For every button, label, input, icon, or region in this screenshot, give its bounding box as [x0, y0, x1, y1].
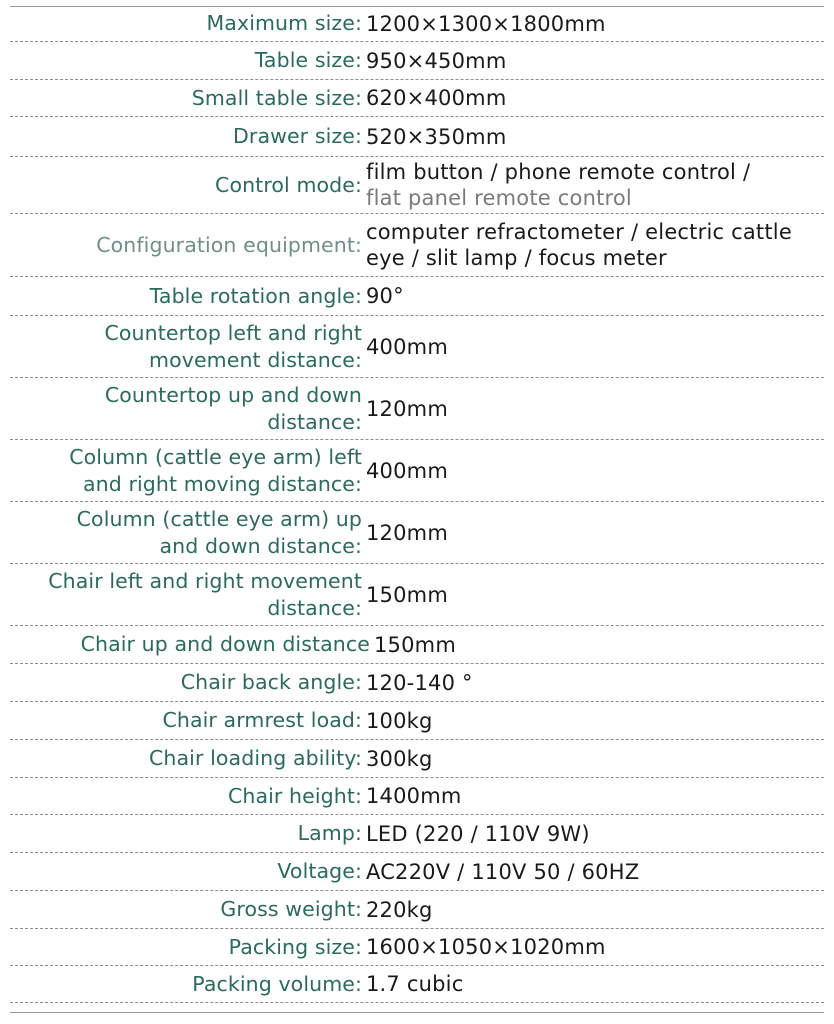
- spec-label-line: Column (cattle eye arm) left: [69, 444, 362, 469]
- spec-label: Maximum size:: [206, 11, 362, 35]
- spec-row-column-left-right: [10, 440, 824, 502]
- spec-row-chair-armrest-load: [10, 702, 824, 740]
- spec-label: Control mode:: [215, 172, 362, 197]
- spec-table: [10, 6, 824, 1003]
- spec-row-chair-height: [10, 778, 824, 815]
- spec-row-chair-left-right: [10, 564, 824, 626]
- spec-row-countertop-left-right: [10, 316, 824, 378]
- spec-value: 400mm: [366, 458, 448, 483]
- spec-row-chair-loading-ability: [10, 740, 824, 778]
- spec-value: 1200×1300×1800mm: [366, 11, 606, 36]
- spec-label: Chair up and down distance: [80, 632, 370, 656]
- spec-label-line: distance:: [267, 595, 362, 620]
- spec-value: 120-140 °: [366, 670, 473, 695]
- spec-label: Chair armrest load:: [162, 708, 362, 732]
- spec-value-line: film button / phone remote control /: [366, 160, 751, 184]
- spec-value: [362, 219, 824, 271]
- spec-value: LED (220 / 110V 9W): [366, 821, 590, 846]
- spec-value: 150mm: [366, 582, 448, 607]
- spec-value: 300kg: [366, 746, 433, 771]
- spec-row-gross-weight: [10, 891, 824, 929]
- spec-label: Packing volume:: [192, 971, 362, 996]
- spec-value: 1400mm: [366, 784, 462, 808]
- spec-value-line: eye / slit lamp / focus meter: [366, 246, 667, 270]
- spec-row-small-table-size: [10, 80, 824, 117]
- spec-label: Table size:: [254, 48, 362, 72]
- spec-label: Chair height:: [227, 783, 362, 808]
- spec-label: Gross weight:: [220, 897, 362, 921]
- spec-label: Chair back angle:: [180, 670, 362, 694]
- spec-value: [362, 159, 824, 211]
- spec-value: 150mm: [374, 632, 456, 657]
- spec-label-line: and down distance:: [159, 533, 362, 558]
- bottom-rule: [10, 1012, 824, 1013]
- spec-label: [10, 382, 362, 436]
- spec-label-line: Countertop up and down: [104, 382, 362, 407]
- spec-row-table-rotation-angle: [10, 277, 824, 316]
- spec-row-drawer-size: [10, 117, 824, 157]
- spec-label: [10, 320, 362, 374]
- spec-row-voltage: [10, 853, 824, 891]
- spec-row-maximum-size: [10, 6, 824, 42]
- spec-value: 120mm: [366, 396, 448, 421]
- spec-value: 220kg: [366, 897, 433, 922]
- spec-label: Configuration equipment:: [96, 232, 362, 257]
- spec-label: Lamp:: [297, 821, 362, 845]
- spec-label: Chair loading ability:: [149, 746, 362, 770]
- spec-value: 1600×1050×1020mm: [366, 935, 606, 959]
- spec-label: [10, 506, 362, 560]
- spec-row-packing-volume: [10, 966, 824, 1003]
- spec-row-column-up-down: [10, 502, 824, 564]
- spec-value: 120mm: [366, 520, 448, 545]
- spec-row-countertop-up-down: [10, 378, 824, 440]
- spec-row-packing-size: [10, 929, 824, 966]
- spec-label-line: Chair left and right movement: [48, 568, 362, 593]
- spec-value: 520×350mm: [366, 124, 507, 149]
- spec-label-line: distance:: [267, 409, 362, 434]
- spec-label: Voltage:: [277, 859, 362, 883]
- spec-label: Table rotation angle:: [149, 283, 362, 308]
- spec-value: 620×400mm: [366, 86, 507, 110]
- spec-label: Small table size:: [191, 85, 362, 110]
- spec-label-line: movement distance:: [149, 347, 362, 372]
- spec-label: Packing size:: [228, 934, 362, 959]
- spec-value: 400mm: [366, 334, 448, 359]
- spec-label: [10, 568, 362, 622]
- spec-label: Drawer size:: [233, 124, 362, 148]
- spec-value: 950×450mm: [366, 48, 507, 73]
- spec-value: 1.7 cubic: [366, 972, 464, 996]
- spec-value: 100kg: [366, 708, 433, 733]
- spec-row-chair-up-down: [10, 626, 824, 664]
- spec-row-chair-back-angle: [10, 664, 824, 702]
- spec-value: AC220V / 110V 50 / 60HZ: [366, 859, 640, 884]
- spec-row-table-size: [10, 42, 824, 80]
- spec-value-line: flat panel remote control: [366, 186, 632, 210]
- spec-label: [10, 444, 362, 498]
- spec-row-configuration-equipment: [10, 214, 824, 277]
- spec-label-line: and right moving distance:: [83, 471, 362, 496]
- spec-value: 90°: [366, 284, 404, 308]
- spec-row-control-mode: [10, 157, 824, 214]
- spec-label-line: Column (cattle eye arm) up: [76, 506, 362, 531]
- spec-label-line: Countertop left and right: [104, 320, 362, 345]
- spec-value-line: computer refractometer / electric cattle: [366, 220, 792, 244]
- spec-row-lamp: [10, 815, 824, 853]
